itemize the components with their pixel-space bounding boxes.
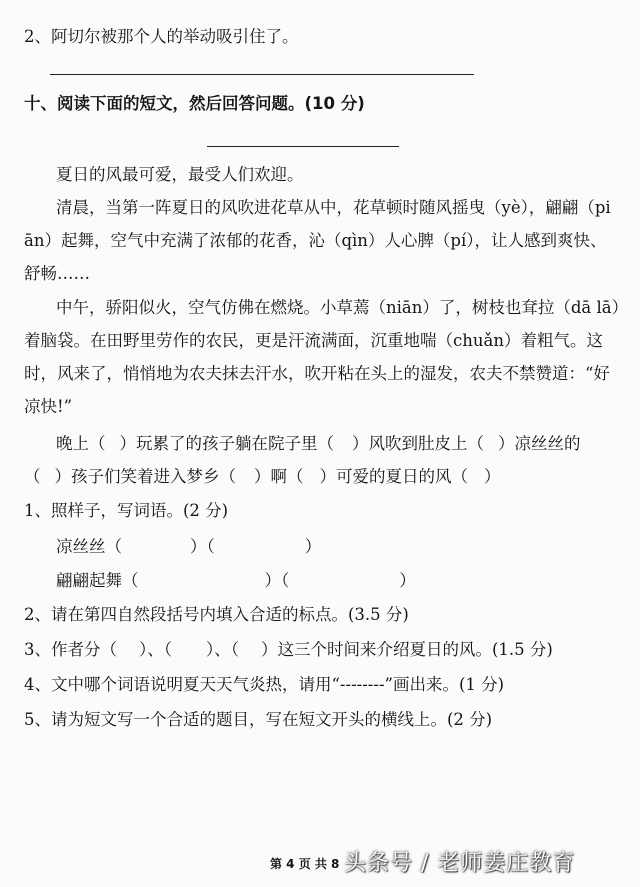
- question-2-previous: 2、阿切尔被那个人的举动吸引住了。: [24, 27, 299, 46]
- p4-text-1c: ）风吹到肚皮上（: [352, 434, 484, 453]
- p4-text-2d: ）可爱的夏日的风（: [319, 467, 468, 486]
- passage-paragraph-2-line-3: 舒畅……: [24, 264, 90, 283]
- q1a-word: 凉丝丝（: [56, 537, 122, 556]
- p4-text-1a: 晚上（: [56, 434, 106, 453]
- passage-paragraph-4-line-1: [56, 433, 581, 455]
- q3-text-a: 3、作者分（: [24, 640, 117, 659]
- p4-text-2e: ）: [484, 467, 501, 486]
- q1a-mid: ）（: [190, 537, 215, 556]
- p4-text-1d: ）凉丝丝的: [498, 434, 581, 453]
- passage-paragraph-1: 夏日的风最可爱，最受人们欢迎。: [56, 165, 304, 184]
- passage-paragraph-3-line-1: 中午，骄阳似火，空气仿佛在燃烧。小草蔫（niān）了，树枝也耷拉（dā lā）: [56, 298, 629, 317]
- passage-paragraph-2-line-2: ān）起舞，空气中充满了浓郁的花香，沁（qìn）人心脾（pí），让人感到爽快、: [24, 231, 607, 250]
- question-5: 5、请为短文写一个合适的题目，写在短文开头的横线上。(2 分): [24, 710, 493, 729]
- passage-paragraph-2-line-1: 清晨，当第一阵夏日的风吹进花草从中，花草顿时随风摇曳（yè），翩翩（pi: [56, 198, 611, 217]
- watermark: 头条号 / 老师姜庄教育: [344, 851, 576, 876]
- q1b-word: 翩翩起舞（: [56, 571, 139, 590]
- p4-text-2b: ）孩子们笑着进入梦乡（: [54, 467, 236, 486]
- question-1: 1、照样子，写词语。(2 分): [24, 501, 229, 520]
- p4-text-2c: ）啊（: [254, 467, 304, 486]
- question-1-example-a: [56, 536, 321, 558]
- q3-text-d: ）这三个时间来介绍夏日的风。(1.5 分): [261, 640, 553, 659]
- p4-text-2a: （: [24, 467, 41, 486]
- q3-text-b: ）、（: [139, 640, 172, 659]
- question-1-example-b: [56, 570, 416, 592]
- q1a-end: ）: [304, 537, 322, 556]
- page-footer: 第 4 页 共 8: [270, 857, 340, 871]
- q1b-mid: ）（: [264, 571, 290, 590]
- passage-paragraph-3-line-3: 时，风来了，悄悄地为农夫抹去汗水，吹开粘在头上的湿发，农夫不禁赞道：“好: [24, 364, 610, 383]
- question-2: 2、请在第四自然段括号内填入合适的标点。(3.5 分): [24, 605, 409, 624]
- title-blank-line: [207, 146, 399, 147]
- question-3: [24, 639, 553, 661]
- q3-text-c: ）、（: [206, 640, 239, 659]
- q1b-end: ）: [399, 571, 416, 590]
- question-4: 4、文中哪个词语说明夏天天气炎热，请用“--------”画出来。(1 分): [24, 675, 505, 694]
- answer-line: [50, 74, 474, 75]
- passage-paragraph-4-line-2: [24, 466, 501, 488]
- section-ten-title: 十、阅读下面的短文，然后回答问题。(10 分): [24, 94, 365, 113]
- passage-paragraph-3-line-2: 着脑袋。在田野里劳作的农民，更是汗流满面，沉重地喘（chuǎn）着粗气。这: [24, 331, 603, 350]
- passage-paragraph-3-line-4: 凉快!”: [24, 397, 73, 416]
- p4-text-1b: ）玩累了的孩子躺在院子里（: [119, 434, 334, 453]
